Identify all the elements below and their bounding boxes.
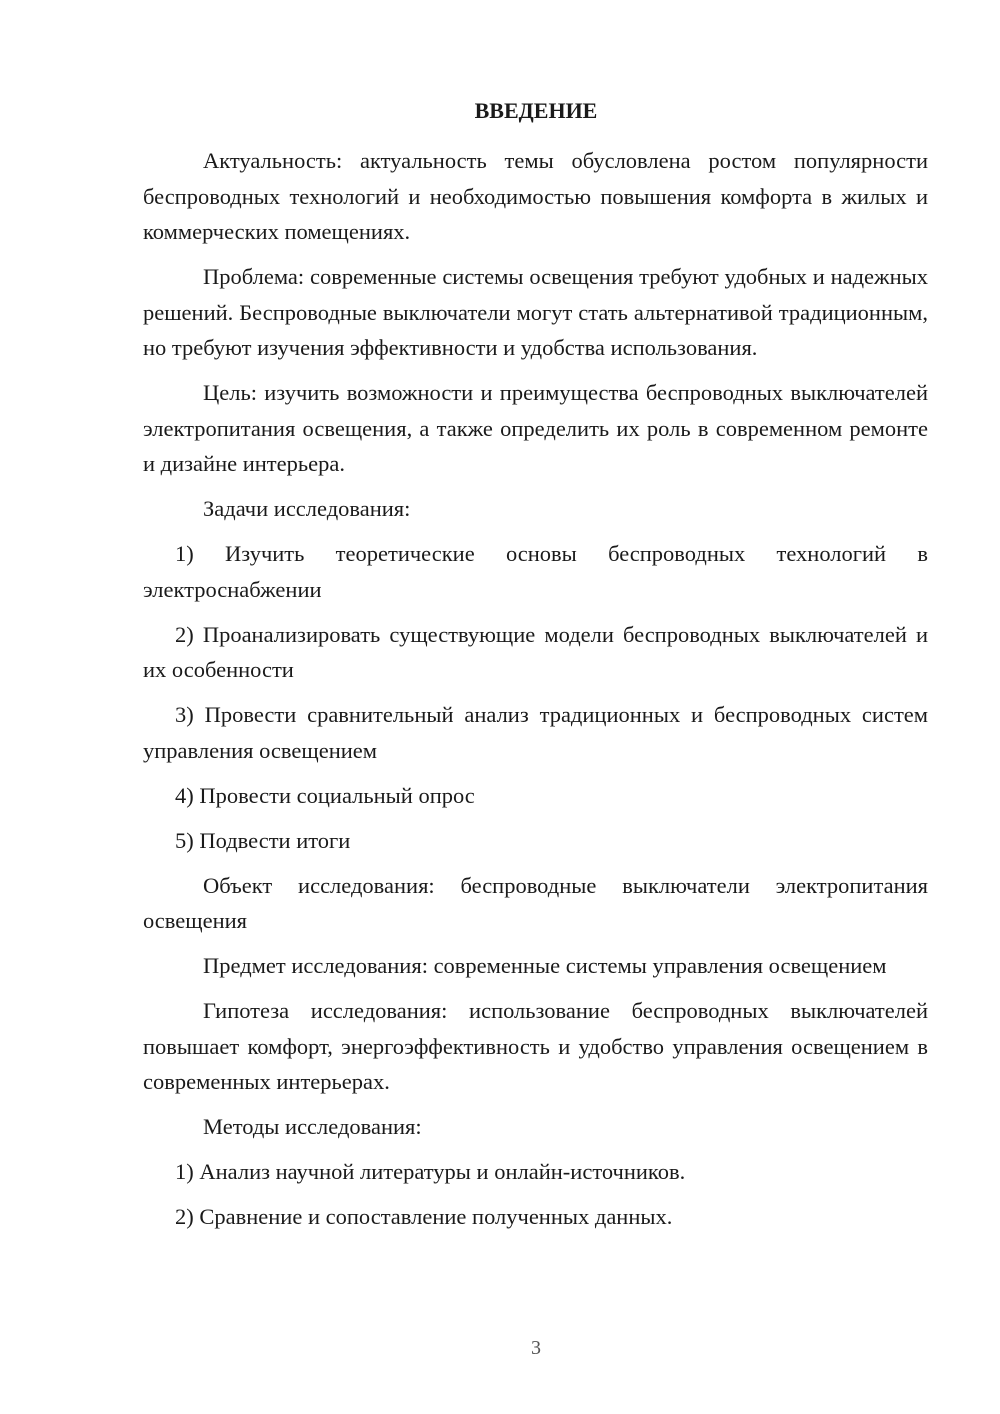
task-item: 3) Провести сравнительный анализ традиционных и беспроводных систем управления освещением bbox=[143, 702, 928, 763]
goal-paragraph: Цель: изучить возможности и преимущества беспроводных выключателей электропитания освещения, а также определить их роль в современном ремонте и дизайне интерьера. bbox=[143, 380, 928, 476]
task-item: 1) Изучить теоретические основы беспроводных технологий в электроснабжении bbox=[143, 541, 928, 602]
section-title: ВВЕДЕНИЕ bbox=[474, 98, 598, 123]
methods-heading: Методы исследования: bbox=[203, 1114, 422, 1139]
hypothesis-paragraph: Гипотеза исследования: использование беспроводных выключателей повышает комфорт, энергоэффективность и удобство управления освещением в современных интерьерах. bbox=[143, 998, 928, 1094]
object-paragraph: Объект исследования: беспроводные выключатели электропитания освещения bbox=[143, 872, 928, 933]
method-item: 2) Сравнение и сопоставление полученных данных. bbox=[175, 1204, 673, 1229]
page-number: 3 bbox=[531, 1337, 541, 1359]
task-item: 2) Проанализировать существующие модели беспроводных выключателей и их особенности bbox=[143, 621, 928, 682]
method-item: 1) Анализ научной литературы и онлайн-источников. bbox=[175, 1159, 686, 1184]
subject-paragraph: Предмет исследования: современные системы управления освещением bbox=[203, 953, 887, 978]
task-item: 5) Подвести итоги bbox=[175, 827, 351, 853]
relevance-paragraph: Актуальность: актуальность темы обусловлена ростом популярности беспроводных технологий и необходимостью повышения комфорта в жилых и коммерческих помещениях. bbox=[143, 148, 928, 244]
problem-paragraph: Проблема: современные системы освещения требуют удобных и надежных решений. Беспроводные выключатели могут стать альтернативой традиционным, но требуют изучения эффективности и удобства использования. bbox=[143, 264, 928, 360]
body-text bbox=[143, 143, 928, 1244]
task-item: 4) Провести социальный опрос bbox=[175, 782, 475, 808]
tasks-heading: Задачи исследования: bbox=[203, 496, 411, 521]
